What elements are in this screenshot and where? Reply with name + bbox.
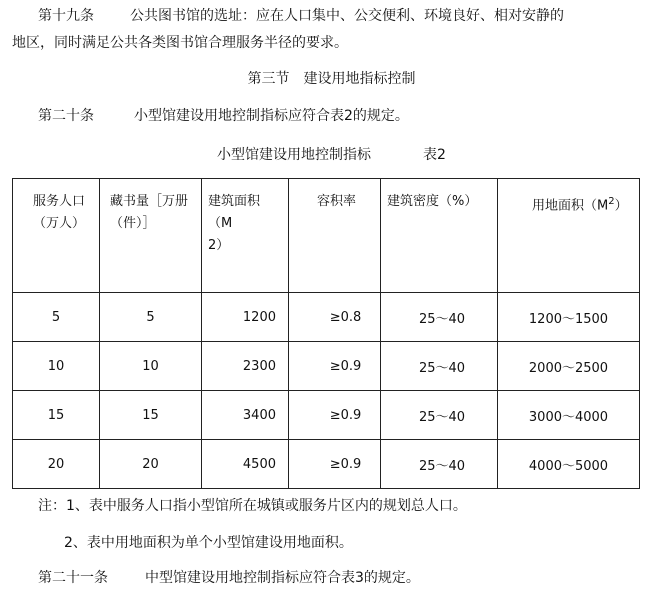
article-20 — [38, 106, 409, 126]
note-2: 2、表中用地面积为单个小型馆建设用地面积。 — [64, 535, 353, 551]
cell-building-area: 1200 — [202, 293, 289, 342]
cell-building-area: 3400 — [202, 391, 289, 440]
cell-building-area: 2300 — [202, 342, 289, 391]
table-header-row — [13, 179, 640, 293]
cell-far: ≥0.9 — [289, 342, 381, 391]
table-caption-label: 表2 — [423, 147, 446, 163]
header-population: 服务人口（万人） — [13, 179, 100, 293]
cell-land-area: 4000～5000 — [498, 440, 640, 489]
cell-far: ≥0.9 — [289, 440, 381, 489]
cell-collection: 15 — [100, 391, 202, 440]
table-row — [13, 342, 640, 391]
table-caption — [0, 145, 663, 165]
header-collection: 藏书量［万册（件）］ — [100, 179, 202, 293]
article-20-text: 小型馆建设用地控制指标应符合表2的规定。 — [134, 108, 409, 124]
cell-collection: 10 — [100, 342, 202, 391]
cell-population: 20 — [13, 440, 100, 489]
cell-far: ≥0.9 — [289, 391, 381, 440]
table-row — [13, 440, 640, 489]
header-density: 建筑密度（%） — [381, 179, 498, 293]
cell-far: ≥0.8 — [289, 293, 381, 342]
cell-building-area: 4500 — [202, 440, 289, 489]
cell-collection: 5 — [100, 293, 202, 342]
header-building-area — [202, 179, 289, 293]
header-far: 容积率 — [289, 179, 381, 293]
header-land-area-prefix: 用地面积（M — [532, 198, 609, 214]
cell-population: 15 — [13, 391, 100, 440]
header-land-area: 用地面积$(M^2)$ — [498, 179, 640, 293]
cell-density: 25～40 — [381, 342, 498, 391]
article-19-text: 公共图书馆的选址：应在人口集中、公交便利、环境良好、相对安静的 — [130, 8, 564, 24]
table-row — [13, 293, 640, 342]
header-building-area-prefix: 建筑面积（M — [208, 194, 261, 231]
article-19-line-1 — [38, 6, 564, 26]
header-land-area-sup: 2 — [608, 196, 615, 207]
cell-population: 5 — [13, 293, 100, 342]
article-21-text: 中型馆建设用地控制指标应符合表3的规定。 — [145, 570, 420, 586]
header-building-area-suffix: 2） — [208, 238, 230, 253]
article-19-line-2: 地区，同时满足公共各类图书馆合理服务半径的要求。 — [12, 35, 348, 51]
land-control-table — [12, 178, 640, 489]
cell-land-area: 3000～4000 — [498, 391, 640, 440]
article-19-number: 第十九条 — [38, 8, 94, 24]
cell-density: 25～40 — [381, 293, 498, 342]
cell-collection: 20 — [100, 440, 202, 489]
note-1: 注：1、表中服务人口指小型馆所在城镇或服务片区内的规划总人口。 — [38, 498, 467, 514]
cell-land-area: 2000～2500 — [498, 342, 640, 391]
section-title: 第三节 建设用地指标控制 — [247, 71, 416, 87]
article-21-number: 第二十一条 — [38, 570, 108, 586]
cell-land-area: 1200～1500 — [498, 293, 640, 342]
cell-density: 25～40 — [381, 440, 498, 489]
table-row — [13, 391, 640, 440]
cell-density: 25～40 — [381, 391, 498, 440]
article-20-number: 第二十条 — [38, 108, 94, 124]
cell-population: 10 — [13, 342, 100, 391]
article-21 — [38, 568, 420, 588]
table-caption-title: 小型馆建设用地控制指标 — [217, 147, 372, 163]
